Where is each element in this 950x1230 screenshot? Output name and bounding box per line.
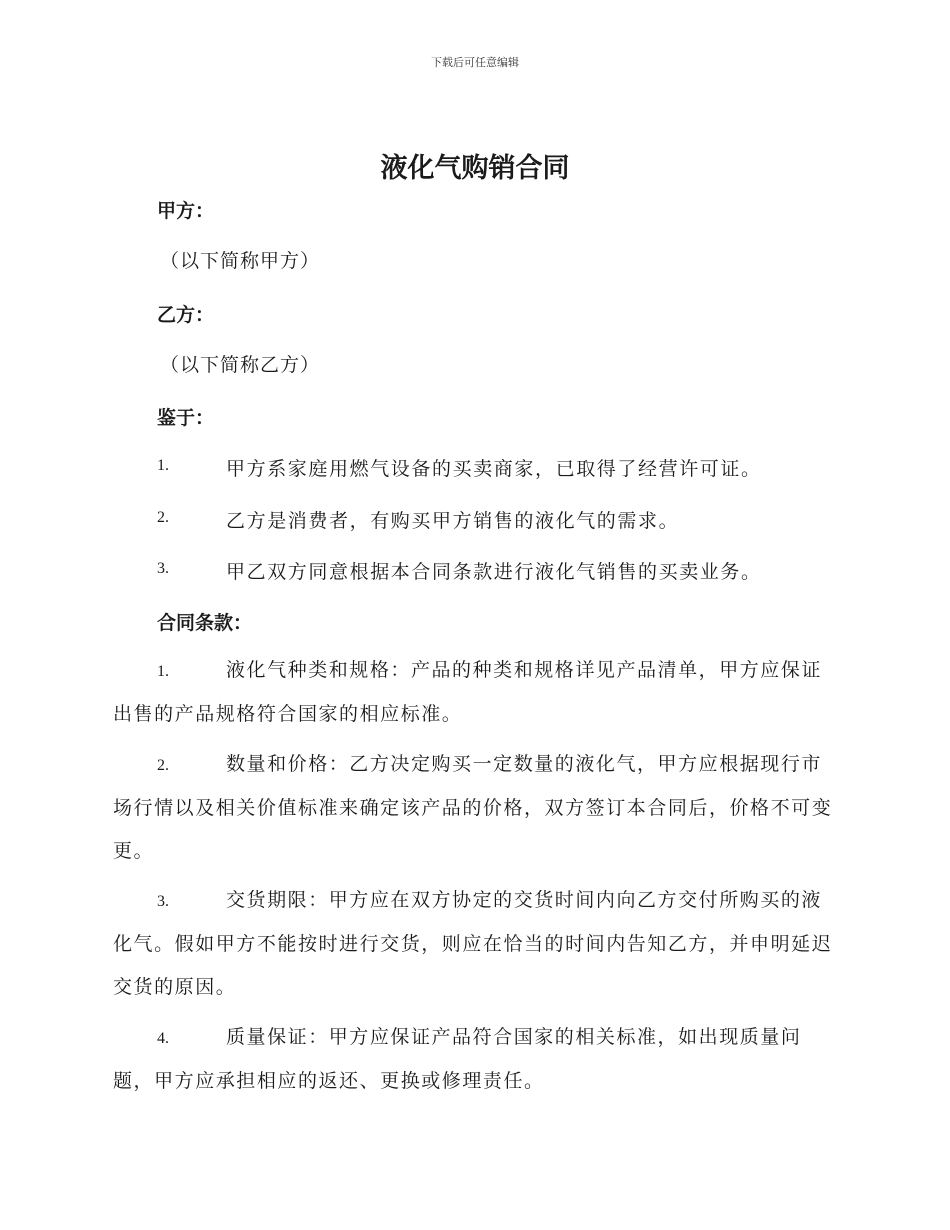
clause-item xyxy=(113,649,833,736)
clause-item xyxy=(113,743,833,873)
clause-number: 2. xyxy=(157,757,169,774)
party-a-label: 甲方： xyxy=(157,200,215,222)
whereas-item-number: 2. xyxy=(157,509,169,526)
clause-text: 数量和价格：乙方决定购买一定数量的液化气，甲方应根据现行市场行情以及相关价值标准来确定该产品的价格，双方签订本合同后，价格不可变更。 xyxy=(113,753,833,862)
clause-number: 3. xyxy=(157,893,169,910)
clause-item xyxy=(113,879,833,1009)
whereas-item xyxy=(157,506,837,533)
party-b-note: （以下简称乙方） xyxy=(160,354,321,376)
whereas-item-text: 甲方系家庭用燃气设备的买卖商家，已取得了经营许可证。 xyxy=(226,458,762,480)
clause-text: 交货期限：甲方应在双方协定的交货时间内向乙方交付所购买的液化气。假如甲方不能按时进行交货，则应在恰当的时间内告知乙方，并申明延迟交货的原因。 xyxy=(113,889,833,998)
whereas-item xyxy=(157,557,837,584)
whereas-item-number: 1. xyxy=(157,457,169,474)
header-note: 下载后可任意编辑 xyxy=(431,56,519,69)
clause-text: 质量保证：甲方应保证产品符合国家的相关标准，如出现质量问题，甲方应承担相应的返还、更换或修理责任。 xyxy=(113,1026,802,1092)
whereas-item-text: 乙方是消费者，有购买甲方销售的液化气的需求。 xyxy=(226,510,680,532)
document-title: 液化气购销合同 xyxy=(380,153,570,184)
whereas-item xyxy=(157,454,837,481)
party-a-note: （以下简称甲方） xyxy=(160,250,321,272)
clause-item xyxy=(113,1016,833,1103)
whereas-label: 鉴于： xyxy=(157,407,215,429)
whereas-item-number: 3. xyxy=(157,560,169,577)
clause-text: 液化气种类和规格：产品的种类和规格详见产品清单，甲方应保证出售的产品规格符合国家的相应标准。 xyxy=(113,659,822,725)
clause-number: 1. xyxy=(157,663,169,680)
party-b-label: 乙方： xyxy=(157,304,215,326)
clauses-label: 合同条款： xyxy=(157,612,253,634)
whereas-item-text: 甲乙双方同意根据本合同条款进行液化气销售的买卖业务。 xyxy=(226,561,762,583)
clause-number: 4. xyxy=(157,1030,169,1047)
